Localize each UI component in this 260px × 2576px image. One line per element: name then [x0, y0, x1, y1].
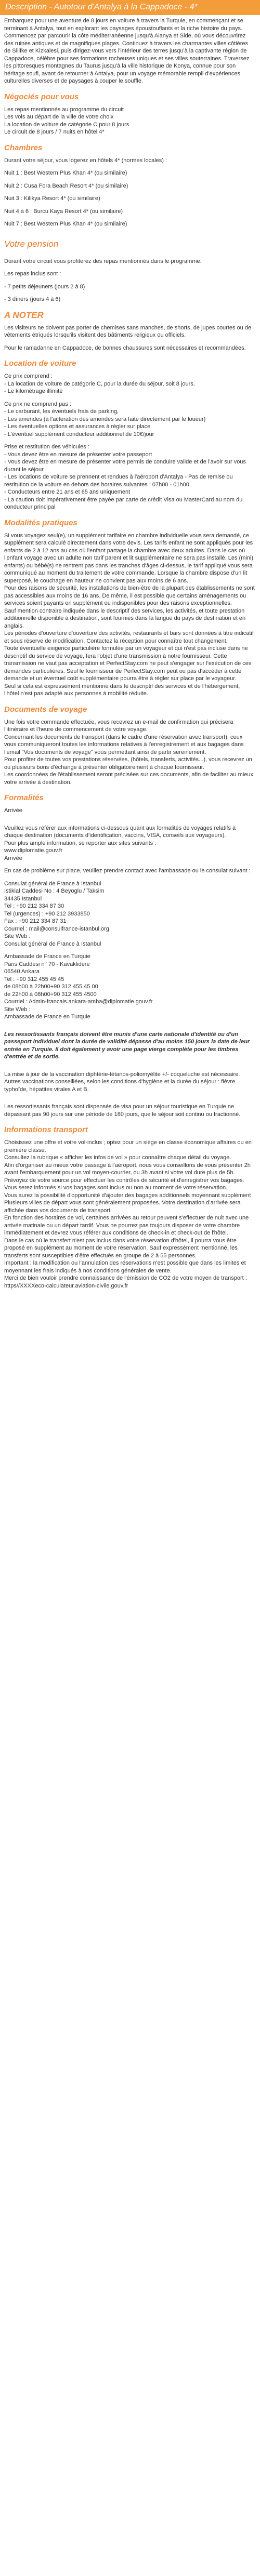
consulat-line: Tel (urgences) : +90 212 3933850 [4, 910, 90, 917]
ambassade-line: Ambassade de France en Turquie [4, 953, 90, 960]
transport-paragraph: Vous serez informés si vos bagages sont inclus ou non au moment de votre réservation. [4, 1185, 228, 1191]
section-title-location: Location de voiture [4, 359, 76, 368]
location-notincl-item: - Les amendes (à l'acteration des amendes sera faite directement par le loueur) [4, 416, 206, 422]
ambassade-block [4, 953, 256, 1021]
section-title-pension: Votre pension [4, 238, 59, 249]
ambassade-website-link[interactable]: Ambassade de France en Turquie [4, 1014, 90, 1020]
location-notincl-item: - Le carburant, les éventuels frais de parking, [4, 408, 119, 415]
formalites-links [4, 840, 256, 862]
modalites-paragraph: Pour des raisons de sécurité, les installations de bien-être de la plupart des établissements ne sont pas accessibles aux moins de 16 ans. De même, il est possible que certains aménagements ou services soient payants en supplément ou indisponibles pour des raisons exceptionnelles. [4, 585, 255, 606]
formalites-paragraph: Pour plus ample information, se reporter aux sites suivants : [4, 840, 157, 846]
section-title-anoter: A NOTER [4, 310, 44, 320]
documents-block [4, 719, 256, 787]
formalites-paragraph: Veuillez vous référer aux informations ci-dessous quant aux formalités de voyages relatifs à chaque destination (documents d'identification, vaccins, VISA, conseils aux voyageurs). [4, 825, 236, 839]
location-conditions-title: Prise et restitution des véhicules : [4, 444, 89, 450]
night-item: Nuit 3 : Kilikya Resort 4* (ou similaire) [4, 195, 100, 202]
pension-item: - 7 petits déjeuners (jours 2 à 8) [4, 283, 85, 290]
section-title-chambres: Chambres [4, 143, 43, 152]
transport-paragraph: Plusieurs villes de départ vous sont généralement proposées. Votre destination d'arrivée sera affichée dans vos documents de transport. [4, 1200, 241, 1214]
page-title: Description - Autotour d'Antalya à la Cappadoce - 4* [5, 3, 198, 11]
location-conditions [4, 443, 256, 511]
location-condition-item: - Vous devez être en mesure de présenter votre permis de conduire valide et de l'avoir sur vous durant le séjour [4, 459, 246, 473]
section-title-modalites: Modalités pratiques [4, 518, 77, 527]
modalites-paragraph: Sauf mention contraire indiquée dans le descriptif des services, les activités, et toute prestation additionnelle disponible à destination, sont fournies dans la langue du pays de destination et en anglais. [4, 607, 246, 629]
anoter-paragraph: Pour le ramadanne en Cappadoce, de bonnes chaussures sont nécessaires et recommandées. [4, 344, 246, 351]
location-item: - Le kilométrage illimité [4, 388, 63, 394]
transport-paragraph: Dans le cas où le transfert n'est pas inclus dans votre réservation d'hôtel, il pourra vous être proposé en supplément au moment de votre réservation. Sauf expressément mentionné, les transferts sont susceptibles d'être effectués en groupe de 2 à 55 personnes. [4, 1237, 238, 1259]
consulat-block [4, 880, 256, 948]
transport-paragraph: Vous aurez la possibilité d'opportunité d'ajouter des bagages additionnels moyennant supplément [4, 1192, 251, 1199]
location-condition-item: - Vous devez être en mesure de présenter votre passeport [4, 451, 152, 458]
documents-paragraph: Pour profiter de toutes vos prestations réservées, (hôtels, transferts, activités...), vous recevrez un ou plusieurs bons d'échange à présenter obligatoirement à chaque fournisseur. [4, 756, 252, 771]
header-banner [0, 0, 260, 15]
modalites-paragraph: Les périodes d'ouverture d'ouverture des activités, restaurants et bars sont données à titre indicatif et sous réserve de modification. Contactez la réception pour connaître tout changement. [4, 630, 254, 644]
anoter-paragraph: Les visiteurs ne doivent pas porter de chemises sans manches, de shorts, de jupes courtes ou de vêtements étriqués lorsqu'ils visitent des bâtiments religieux ou officiels. [4, 324, 252, 338]
location-notincl-title: Ce prix ne comprend pas : [4, 401, 72, 407]
hotels-list [4, 106, 256, 136]
consulat-website-link[interactable]: Consulat général de France à Istanbul [4, 940, 101, 947]
section-title-formalites: Formalités [4, 793, 44, 802]
documents-paragraph: Concernant les documents de transport (dans le cadre d'une réservation avec transport), ceux vous communiqueront toutes les informations relatives à l'enregistrement et aux bagages dans l'email "Vos documents de voyage" vous permettant ainsi de partir sereinement. [4, 734, 244, 755]
ambassade-email[interactable]: Courriel : Admin-francais.ankara-amba@diplomatie.gouv.fr [4, 999, 153, 1005]
section-title-hotels: Négociés pour vous [4, 92, 79, 101]
location-notincl-item: - Les éventuelles options et assurances à régler sur place [4, 423, 151, 430]
location-item: - La location de voiture de catégorie C, pour la durée du séjour, soit 8 jours. [4, 380, 195, 387]
documents-paragraph: Les coordonnées de l'établissement seront précisées sur ces documents, afin de faciliter au mieux votre arrivée à destination. [4, 772, 254, 786]
night-item: Nuit 4 à 6 : Burcu Kaya Resort 4* (ou similaire) [4, 208, 123, 215]
consulat-line: Consulat général de France à Istanbul [4, 880, 101, 887]
hotels-line: Le circuit de 8 jours / 7 nuits en hôtel 4* [4, 129, 105, 135]
location-not-included [4, 401, 256, 439]
ambassade-line: Paris Caddesi n° 70 - Kavaklidere [4, 961, 90, 967]
hotels-line: Les vols au départ de la ville de votre choix [4, 114, 114, 120]
arrive-label: Arrivée [4, 855, 22, 861]
night-item: Nuit 2 : Cusa Fora Beach Resort 4* (ou similaire) [4, 182, 128, 189]
formalites-paragraph: La mise à jour de la vaccination diphtérie-tétanos-poliomyélite +/- coqueluche est nécessaire. Autres vaccinations conseillées, selon les conditions d'hygiène et la durée du séjour : fièvre typhoïde, hépatites virales A et B. [4, 1071, 240, 1093]
transport-co2-link[interactable]: Merci de bien vouloir prendre connaissance de l'émission de CO2 de votre moyen de transport : https//XXXXeco-calculateur.aviation-civile.gouv.fr [4, 1275, 247, 1289]
location-notincl-item: - L'éventuel supplément conducteur additionnel de 10€/jour [4, 431, 154, 437]
ambassade-line: 06540 Ankara [4, 968, 40, 975]
consulat-line: Tel : +90 212 334 87 30 [4, 903, 64, 909]
modalites-paragraph: Si vous voyagez seul(e), un supplément tarifaire en chambre individuelle vous sera demandé, ce supplément sera calculé directement dans votre devis. Les tarifs enfant ne sont appliqués pour les enfants de 2 à 12 ans au cas où l'enfant partage la chambre avec deux adultes. Dans le cas où l'enfant voyage avec un adulte non tarif parent et lit supplémentaire ne sera pas installé. Les (mini) enfants) ou bébé(s) ne rentrent pas dans les tranches d'âges ci-dessus, le tarif appliqué vous sera communiqué au moment du traitement de votre commande. Lorsque la chambre dispose d'un lit superposé, le couchage en hauteur ne convient pas aux moins de 6 ans. [4, 532, 254, 584]
modalites-paragraph: Toute éventuelle exigence particulière formulée par un voyageur et qui n'est pas incluse dans ne descriptif du service de voyage, fera l'objet d'une transmission à notre fournisseur. Cette transmission ne vaut pas acceptation et PerfectStay.com ne peut s'engager sur l'exécution de ces demandes particulières. Seul le fournisseur de PerfectStay.com peut ou pas d'accéder à cette demande et un éventuel coût supplémentaire pourra être à régler sur place par le voyageur. [4, 645, 252, 682]
diplomatie-link[interactable]: www.diplomatie.gouv.fr [4, 847, 63, 854]
transport-block [4, 1139, 256, 1290]
consulat-line: 34435 Istanbul [4, 895, 42, 902]
section-title-transport: Informations transport [4, 1125, 88, 1134]
modalites-paragraph: Seul si cela est expressément mentionné dans le descriptif des services et de l'hébergement, l'hôtel n'est pas adapté aux personnes à mobilité réduite. [4, 683, 240, 697]
formalites-paragraph: Les ressortissants français sont dispensés de visa pour un séjour touristique en Turquie ne dépassant pas 90 jours sur une période de 180 jours, que le séjour soit continu ou fractionné. [4, 1104, 241, 1118]
transport-paragraph: En fonction des horaires de vol, certaines arrivées au retour peuvent s'effectuer de nuit avec une arrivée matinale ou un départ tardif. Vous ne pourrez pas toujours disposer de votre chambre immédiatement et devrez vous référer aux conditions de check-in et check-out de l'hôtel. [4, 1215, 249, 1236]
transport-paragraph: Choisissez une offre et votre vol-inclus ; optez pour un siège en classe économique affaires ou en première classe. [4, 1139, 252, 1153]
ambassade-line: Tel : +90 312 455 45 45 [4, 976, 64, 982]
transport-paragraph: Important : la modification ou l'annulation des réservations n'est possible que dans les limites et moyennant les frais indiqués à nos conditions générales de vente. [4, 1260, 246, 1274]
documents-paragraph: Une fois votre commande effectuée, vous recevrez un e-mail de confirmation qui précisera l'itinéraire et l'heure de commencement de votre voyage. [4, 719, 233, 733]
consulat-email[interactable]: Courriel : mail@consulfrance-istanbul.org [4, 925, 109, 932]
section-title-documents: Documents de voyage [4, 705, 87, 714]
pension-sub: Les repas inclus sont : [4, 271, 61, 277]
night-item: Nuit 7 : Best Western Plus Khan 4* (ou similaire) [4, 221, 127, 227]
location-condition-item: - La caution doit impérativement être payée par carte de crédit Visa ou MasterCard au nom du conducteur principal [4, 496, 243, 510]
location-intro: Ce prix comprend : [4, 373, 53, 379]
consulat-line: Site Web : [4, 933, 31, 939]
arrival-label: Arrivée [4, 807, 22, 814]
consulat-line: Istiklal Caddesi No : 4 Beyoglu / Taksim [4, 888, 105, 894]
location-condition-item: - Les locations de voiture se prennent et rendues à l'aéroport d'Antalya - Pas de remise ou restitution de la voiture en dehors des horaires suivantes : 07h00 - 01h00. [4, 474, 233, 488]
intro-paragraph: Embarquez pour une aventure de 8 jours en voiture à travers la Turquie, en commençant et se terminant à Antalya, tout en explorant les paysages époustouflants et la riche histoire du pays. Commencez par parcourir la côte méditerranéenne jusqu'à Alanya et Side, où vous découvrirez des ruines antiques et de magnifiques plages. Continuez à travers les charmantes villes côtières de Silifke et Kizkalesi, puis dirigez-vous vers l'intérieur des terres jusqu'à la captivante région de Cappadoce, célèbre pour ses formations rocheuses uniques et ses villes souterraines. Traversez les pittoresques montagnes du Taurus jusqu'à la ville historique de Konya, connue pour son héritage soufi, avant de retourner à Antalya, pour un voyage mémorable rempli d'expériences culturelles diverses et de paysages à couper le souffle. [4, 18, 250, 84]
content [4, 17, 256, 1290]
ambassade-line: de 22h00 à 08h00+90 312 455 4500 [4, 991, 97, 998]
chambres-intro: Durant votre séjour, vous logerez en hôtels 4* (normes locales) : [4, 157, 167, 164]
consulat-line: Fax : +90 212 334 87 31 [4, 918, 67, 924]
pension-item: - 3 dîners (jours 4 à 6) [4, 296, 61, 302]
hotels-line: Les repas mentionnés au programme du circuit [4, 106, 124, 113]
transport-paragraph: Consultez la rubrique « afficher les infos de vol » pour connaître chaque détail du voyage. [4, 1154, 231, 1161]
formalites-warning: Les ressortissants français doivent être munis d'une carte nationale d'identité ou d'un passeport individuel dont la durée de validité dépasse d'au moins 150 jours la date de leur entrée en Turquie. Il doit également y avoir une page vierge complète pour les timbres d'entrée et de sortie. [4, 1031, 250, 1060]
ambassade-line: de 08h00 à 22h00+90 312 455 45 00 [4, 984, 98, 990]
ambassade-line: Site Web : [4, 1006, 31, 1013]
formalites-paragraph: En cas de problème sur place, veuillez prendre contact avec l'ambassade ou le consulat suivant : [4, 868, 251, 874]
pension-intro: Durant votre circuit vous profiterez des repas mentionnés dans le programme. [4, 258, 202, 264]
transport-paragraph: Afin d'organiser au mieux votre passage à l'aéroport, nous vous conseillons de vous présenter 2h avant l'embarquement pour un vol moyen-courrier, ou 3h avant si votre vol dure plus de 5h. Prévoyez de votre source pour effectuer les contrôles de sécurité et d'enregistrer vos bagages. [4, 1162, 251, 1184]
modalites-block [4, 532, 256, 698]
location-condition-item: - Conducteurs entre 21 ans et 65 ans uniquement [4, 489, 131, 495]
night-item: Nuit 1 : Best Western Plus Khan 4* (ou similaire) [4, 170, 127, 176]
hotels-line: La location de voiture de catégorie C pour 8 jours [4, 121, 129, 128]
location-included [4, 373, 256, 395]
